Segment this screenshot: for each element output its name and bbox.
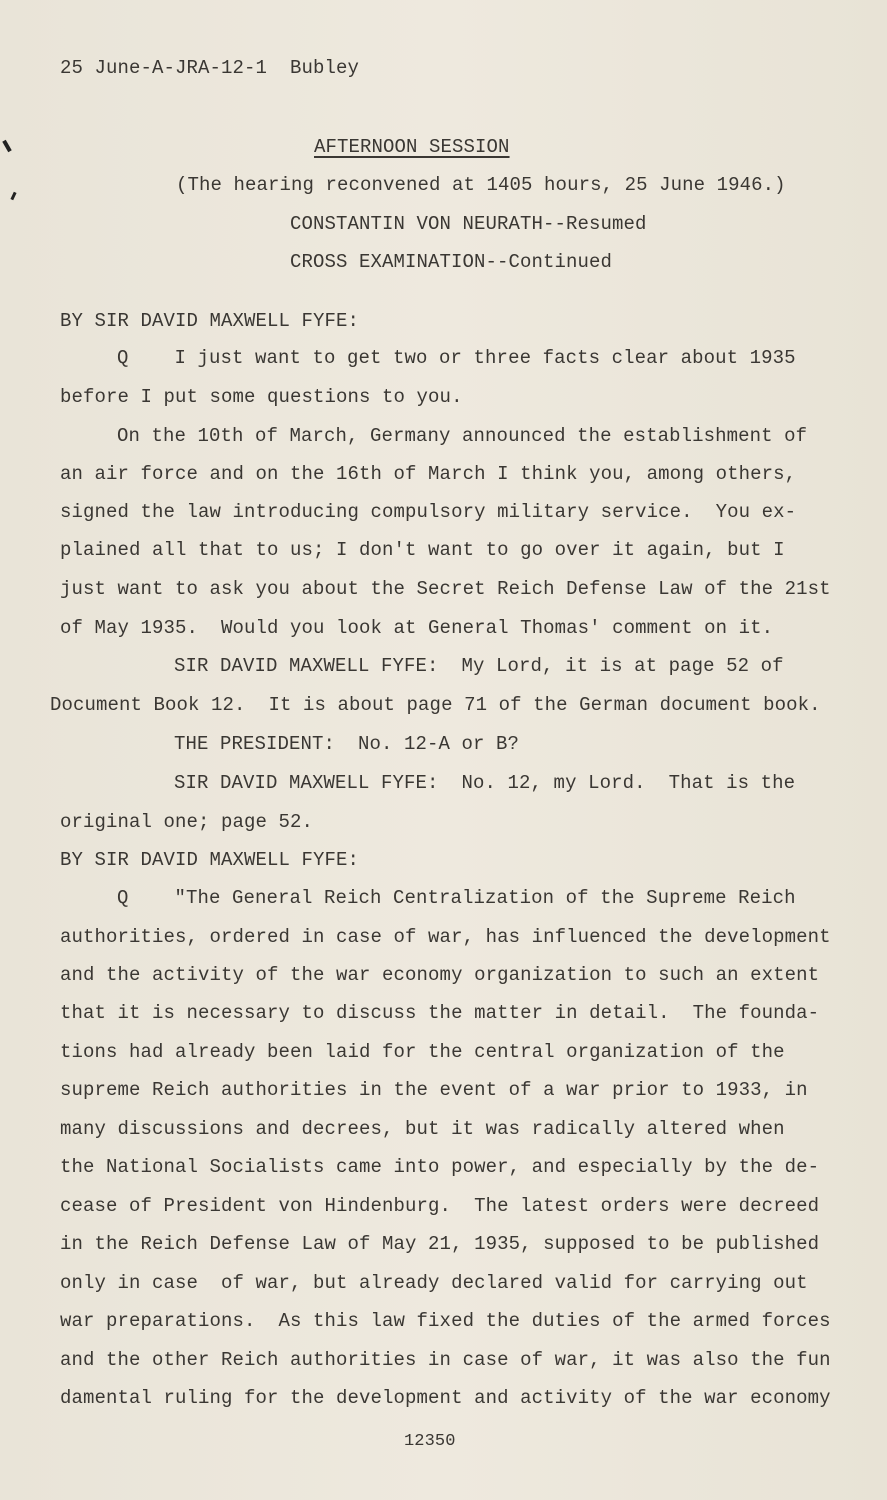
- text-line: cease of President von Hindenburg. The latest orders were decreed: [60, 1195, 820, 1217]
- text-line: the National Socialists came into power, and especially by the de-: [60, 1156, 820, 1178]
- document-reference: 25 June-A-JRA-12-1 Bubley: [60, 57, 360, 79]
- text-line: Q I just want to get two or three facts clear about 1935: [117, 347, 796, 369]
- text-line: war preparations. As this law fixed the duties of the armed forces: [60, 1310, 831, 1332]
- speaker-line: SIR DAVID MAXWELL FYFE: No. 12, my Lord. That is the: [174, 772, 796, 794]
- text-line: tions had already been laid for the central organization of the: [60, 1041, 785, 1063]
- page-number: 12350: [404, 1432, 456, 1451]
- text-line: Q "The General Reich Centralization of the Supreme Reich: [117, 887, 796, 909]
- text-line: authorities, ordered in case of war, has influenced the development: [60, 926, 831, 948]
- speaker-line: BY SIR DAVID MAXWELL FYFE:: [60, 310, 360, 332]
- margin-mark: [2, 140, 11, 152]
- reconvened-note: (The hearing reconvened at 1405 hours, 25 June 1946.): [176, 174, 786, 196]
- text-line: many discussions and decrees, but it was radically altered when: [60, 1118, 785, 1140]
- session-heading: AFTERNOON SESSION: [314, 136, 510, 158]
- text-line: damental ruling for the development and activity of the war economy: [60, 1387, 831, 1409]
- text-line: in the Reich Defense Law of May 21, 1935, supposed to be published: [60, 1233, 820, 1255]
- text-line: supreme Reich authorities in the event of a war prior to 1933, in: [60, 1079, 808, 1101]
- text-line: an air force and on the 16th of March I think you, among others,: [60, 463, 797, 485]
- speaker-line: SIR DAVID MAXWELL FYFE: My Lord, it is at page 52 of: [174, 655, 784, 677]
- speaker-line: THE PRESIDENT: No. 12-A or B?: [174, 733, 520, 755]
- text-line: On the 10th of March, Germany announced the establishment of: [117, 425, 808, 447]
- text-line: before I put some questions to you.: [60, 386, 463, 408]
- text-line: plained all that to us; I don't want to go over it again, but I: [60, 539, 785, 561]
- speaker-line: BY SIR DAVID MAXWELL FYFE:: [60, 849, 360, 871]
- text-line: that it is necessary to discuss the matter in detail. The founda-: [60, 1002, 820, 1024]
- text-line: and the activity of the war economy organization to such an extent: [60, 964, 820, 986]
- text-line: Document Book 12. It is about page 71 of the German document book.: [50, 694, 821, 716]
- text-line: only in case of war, but already declared valid for carrying out: [60, 1272, 808, 1294]
- text-line: and the other Reich authorities in case of war, it was also the fun: [60, 1349, 831, 1371]
- text-line: just want to ask you about the Secret Reich Defense Law of the 21st: [60, 578, 831, 600]
- witness-heading: CONSTANTIN VON NEURATH--Resumed: [290, 213, 647, 235]
- examination-heading: CROSS EXAMINATION--Continued: [290, 251, 613, 273]
- text-line: signed the law introducing compulsory military service. You ex-: [60, 501, 797, 523]
- text-line: of May 1935. Would you look at General Thomas' comment on it.: [60, 617, 774, 639]
- margin-mark: [10, 192, 16, 201]
- text-line: original one; page 52.: [60, 811, 314, 833]
